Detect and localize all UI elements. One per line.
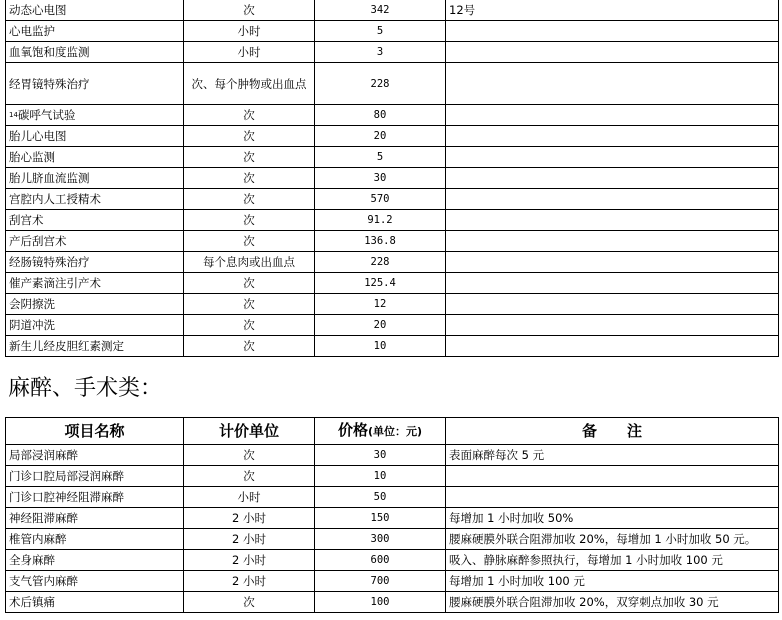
table-row <box>6 231 779 252</box>
cell-unit <box>184 126 315 147</box>
cell-name <box>6 336 184 357</box>
cell-name <box>6 147 184 168</box>
cell-note-text: 每增加 1 小时加收 50% <box>449 511 574 525</box>
cell-unit-text: 次 <box>243 213 255 227</box>
cell-name-text: 动态心电图 <box>9 3 67 17</box>
cell-price <box>315 168 446 189</box>
header-price-label: 价格 <box>337 421 368 439</box>
table-row <box>6 189 779 210</box>
cell-price <box>315 508 446 529</box>
cell-name <box>6 189 184 210</box>
cell-note <box>446 294 779 315</box>
cell-price <box>315 147 446 168</box>
cell-price-text: 5 <box>376 25 384 37</box>
cell-name <box>6 231 184 252</box>
cell-unit <box>184 550 315 571</box>
cell-unit <box>184 529 315 550</box>
cell-name-text: 术后镇痛 <box>9 595 55 609</box>
cell-price-text: 150 <box>370 512 390 524</box>
cell-note <box>446 592 779 613</box>
cell-price-text: 30 <box>373 172 387 184</box>
cell-price-text: 100 <box>370 596 390 608</box>
cell-unit-text: 次 <box>243 469 255 483</box>
cell-name-text: 宫腔内人工授精术 <box>9 192 101 206</box>
cell-name <box>6 168 184 189</box>
cell-name <box>6 508 184 529</box>
cell-note <box>446 273 779 294</box>
cell-unit-text: 次 <box>243 276 255 290</box>
cell-note <box>446 487 779 508</box>
cell-note <box>446 21 779 42</box>
table-row <box>6 592 779 613</box>
cell-unit-text: 次 <box>243 339 255 353</box>
cell-note-text: 每增加 1 小时加收 100 元 <box>449 574 585 588</box>
cell-price <box>315 445 446 466</box>
c14-superscript: 14 <box>9 111 18 119</box>
cell-unit <box>184 487 315 508</box>
cell-note-text: 吸入、静脉麻醉参照执行，每增加 1 小时加收 100 元 <box>449 553 723 567</box>
cell-name <box>6 294 184 315</box>
cell-price-text: 342 <box>370 4 390 16</box>
cell-price-text: 228 <box>370 256 390 268</box>
cell-note <box>446 550 779 571</box>
cell-unit <box>184 147 315 168</box>
cell-name <box>6 315 184 336</box>
cell-unit <box>184 0 315 21</box>
cell-price-text: 12 <box>373 298 387 310</box>
cell-name-text: 血氧饱和度监测 <box>9 45 90 59</box>
cell-name-text: 新生儿经皮胆红素测定 <box>9 339 124 353</box>
cell-price-text: 91.2 <box>367 214 393 226</box>
cell-unit <box>184 21 315 42</box>
cell-unit-text: 每个息肉或出血点 <box>203 255 295 269</box>
table-row <box>6 147 779 168</box>
cell-price <box>315 252 446 273</box>
header-name: 项目名称 <box>6 418 184 445</box>
cell-price-text: 125.4 <box>364 277 396 289</box>
cell-name-text: 胎心监测 <box>9 150 55 164</box>
cell-price <box>315 466 446 487</box>
cell-name <box>6 63 184 105</box>
cell-unit-text: 次 <box>243 318 255 332</box>
table-row <box>6 126 779 147</box>
cell-note <box>446 466 779 487</box>
cell-price-text: 10 <box>373 340 387 352</box>
cell-note <box>446 168 779 189</box>
cell-note <box>446 42 779 63</box>
table-row <box>6 508 779 529</box>
cell-name-text: 催产素滴注引产术 <box>9 276 101 290</box>
cell-price <box>315 571 446 592</box>
cell-name <box>6 42 184 63</box>
header-price-unit: (单位：元) <box>367 425 423 438</box>
cell-note <box>446 210 779 231</box>
cell-price-text: 228 <box>370 77 390 90</box>
cell-price-text: 136.8 <box>364 235 396 247</box>
cell-name-text: 胎儿心电图 <box>9 129 67 143</box>
cell-price-text: 20 <box>373 319 387 331</box>
cell-unit-text: 次 <box>243 108 255 122</box>
cell-name <box>6 0 184 21</box>
cell-price <box>315 336 446 357</box>
cell-name-text: 局部浸润麻醉 <box>9 448 78 462</box>
cell-unit-text: 次、每个肿物或出血点 <box>191 76 307 91</box>
table-row <box>6 550 779 571</box>
cell-unit-text: 小时 <box>237 24 261 38</box>
cell-unit <box>184 63 315 105</box>
cell-unit-text: 次 <box>243 171 255 185</box>
cell-unit <box>184 445 315 466</box>
table-row <box>6 42 779 63</box>
cell-price <box>315 315 446 336</box>
cell-price-text: 570 <box>370 193 390 205</box>
cell-name <box>6 466 184 487</box>
cell-name-text: 神经阻滞麻醉 <box>9 511 78 525</box>
cell-price <box>315 63 446 105</box>
cell-unit-text: 次 <box>243 234 255 248</box>
cell-name-text: 全身麻醉 <box>9 553 55 567</box>
cell-name <box>6 550 184 571</box>
cell-unit <box>184 105 315 126</box>
cell-unit-text: 次 <box>243 595 255 609</box>
price-table-2-body <box>6 445 779 613</box>
table-row <box>6 336 779 357</box>
header-note: 备 注 <box>446 418 779 445</box>
cell-unit-text: 2 小时 <box>232 574 266 588</box>
cell-unit <box>184 210 315 231</box>
cell-price <box>315 550 446 571</box>
cell-price-text: 80 <box>373 109 387 121</box>
cell-price-text: 3 <box>376 46 384 58</box>
cell-note <box>446 571 779 592</box>
table-row <box>6 529 779 550</box>
cell-name <box>6 21 184 42</box>
cell-name <box>6 252 184 273</box>
cell-note <box>446 508 779 529</box>
cell-price <box>315 42 446 63</box>
table-row <box>6 168 779 189</box>
cell-unit <box>184 231 315 252</box>
cell-unit <box>184 571 315 592</box>
cell-unit-text: 2 小时 <box>232 532 266 546</box>
cell-name <box>6 445 184 466</box>
cell-name-text: 碳呼气试验 <box>17 108 76 122</box>
cell-price-text: 30 <box>373 449 387 461</box>
table-row <box>6 252 779 273</box>
cell-price <box>315 0 446 21</box>
cell-note <box>446 63 779 105</box>
cell-price-text: 700 <box>370 575 390 587</box>
cell-price <box>315 487 446 508</box>
cell-note <box>446 231 779 252</box>
price-table-2 <box>5 417 779 613</box>
cell-price <box>315 105 446 126</box>
table-row <box>6 315 779 336</box>
cell-name-text: 支气管内麻醉 <box>9 574 78 588</box>
price-table-1 <box>5 0 779 357</box>
cell-name-text: 经胃镜特殊治疗 <box>9 76 90 91</box>
cell-name <box>6 126 184 147</box>
table-row <box>6 21 779 42</box>
cell-unit-text: 次 <box>243 3 255 17</box>
cell-note-text: 表面麻醉每次 5 元 <box>449 448 545 462</box>
cell-price <box>315 126 446 147</box>
cell-name-text: 胎儿脐血流监测 <box>9 171 90 185</box>
section-title: 麻醉、手术类： <box>8 376 163 401</box>
cell-note <box>446 189 779 210</box>
cell-note <box>446 147 779 168</box>
cell-note-text: 腰麻硬膜外联合阻滞加收 20%，每增加 1 小时加收 50 元。 <box>449 532 757 546</box>
cell-note <box>446 315 779 336</box>
table-row <box>6 63 779 105</box>
cell-unit-text: 2 小时 <box>232 553 266 567</box>
table-row <box>6 105 779 126</box>
table-row <box>6 0 779 21</box>
cell-unit <box>184 294 315 315</box>
cell-note <box>446 445 779 466</box>
cell-name-text: 产后刮宫术 <box>9 234 67 248</box>
table-row <box>6 487 779 508</box>
table-row <box>6 571 779 592</box>
cell-unit <box>184 592 315 613</box>
table-row <box>6 294 779 315</box>
table-row <box>6 445 779 466</box>
cell-price-text: 300 <box>370 533 390 545</box>
cell-note <box>446 336 779 357</box>
table-row <box>6 466 779 487</box>
cell-note <box>446 252 779 273</box>
cell-name <box>6 571 184 592</box>
cell-note <box>446 0 779 21</box>
cell-name <box>6 487 184 508</box>
cell-price-text: 600 <box>370 554 390 566</box>
cell-note <box>446 529 779 550</box>
cell-price-text: 20 <box>373 130 387 142</box>
cell-name-text: 刮宫术 <box>9 213 44 227</box>
table-header-row <box>6 418 779 445</box>
table-row <box>6 210 779 231</box>
cell-unit-text: 次 <box>243 448 255 462</box>
cell-name-text: 椎管内麻醉 <box>9 532 67 546</box>
cell-unit-text: 次 <box>243 192 255 206</box>
cell-price-text: 50 <box>373 491 387 503</box>
cell-name-text: 心电监护 <box>9 24 55 38</box>
table-row <box>6 273 779 294</box>
cell-price <box>315 529 446 550</box>
cell-unit <box>184 168 315 189</box>
cell-name-text: 经肠镜特殊治疗 <box>9 255 90 269</box>
cell-unit-text: 次 <box>243 150 255 164</box>
cell-unit <box>184 336 315 357</box>
cell-note-text: 12号 <box>449 3 476 17</box>
cell-unit <box>184 252 315 273</box>
cell-unit <box>184 273 315 294</box>
cell-price <box>315 21 446 42</box>
price-table-1-body <box>6 0 779 357</box>
cell-name-text: 会阴擦洗 <box>9 297 55 311</box>
cell-price <box>315 189 446 210</box>
cell-unit <box>184 315 315 336</box>
cell-unit <box>184 189 315 210</box>
cell-price <box>315 210 446 231</box>
cell-name <box>6 529 184 550</box>
cell-note <box>446 105 779 126</box>
header-price <box>315 418 446 445</box>
cell-unit-text: 次 <box>243 129 255 143</box>
cell-price <box>315 273 446 294</box>
cell-name-text: 阴道冲洗 <box>9 318 55 332</box>
cell-name-text: 门诊口腔神经阻滞麻醉 <box>9 490 124 504</box>
cell-name <box>6 105 184 126</box>
cell-name <box>6 210 184 231</box>
header-unit: 计价单位 <box>184 418 315 445</box>
cell-unit-text: 次 <box>243 297 255 311</box>
cell-name <box>6 273 184 294</box>
cell-name <box>6 592 184 613</box>
cell-price <box>315 231 446 252</box>
cell-unit-text: 小时 <box>237 45 261 59</box>
cell-price <box>315 294 446 315</box>
cell-price <box>315 592 446 613</box>
cell-unit <box>184 508 315 529</box>
cell-note <box>446 126 779 147</box>
cell-price-text: 5 <box>376 151 384 163</box>
cell-unit <box>184 466 315 487</box>
cell-unit-text: 小时 <box>237 490 261 504</box>
cell-price-text: 10 <box>373 470 387 482</box>
cell-name-text: 门诊口腔局部浸润麻醉 <box>9 469 124 483</box>
cell-unit <box>184 42 315 63</box>
cell-note-text: 腰麻硬膜外联合阻滞加收 20%，双穿刺点加收 30 元 <box>449 595 719 609</box>
cell-unit-text: 2 小时 <box>232 511 266 525</box>
